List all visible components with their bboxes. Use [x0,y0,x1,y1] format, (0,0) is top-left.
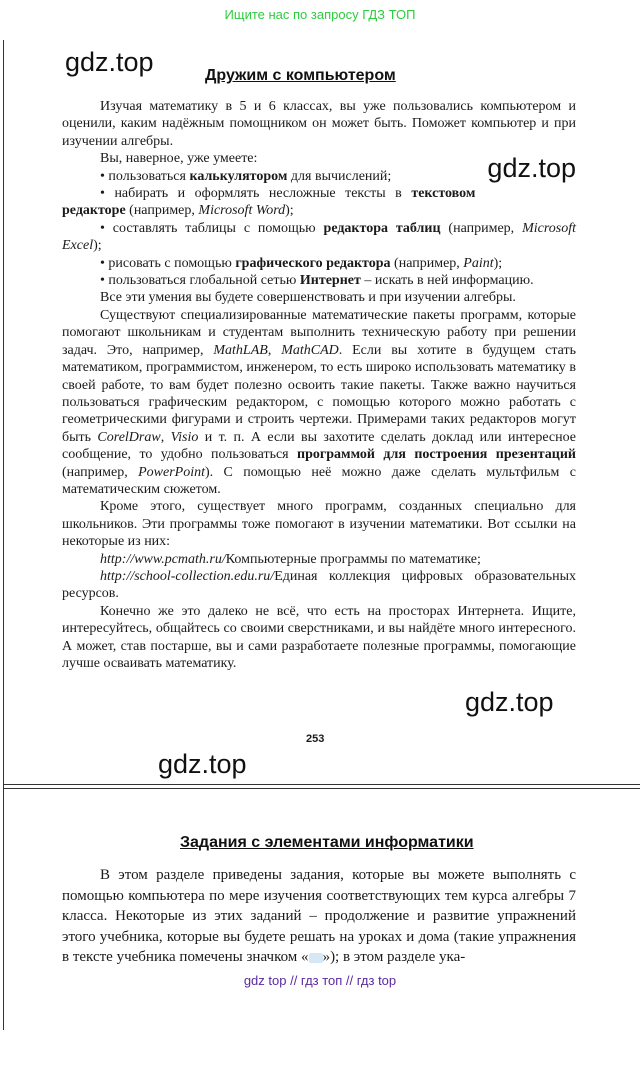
text-segment: ). С помощью неё можно даже сделать мультфильм с математическим сюжетом. [62,464,576,497]
paragraph [62,865,576,968]
text-segment: Все эти умения вы будете совершенствовать и при изучении алгебры. [100,290,516,306]
italic-term: http://www.pcmath.ru/ [100,551,226,567]
text-segment: • рисовать с помощью [100,255,236,271]
text-segment: для вычислений; [287,168,392,184]
italic-term: PowerPoint [138,464,206,480]
paragraph [62,272,576,289]
text-segment: Существуют специализированные математические пакеты программ, которые помогают школьникам и студентам выполнить техническую работу при решении задач. Это, например, [62,307,576,358]
text-segment: • пользоваться глобальной сетью [100,273,300,289]
page-1-footer [0,672,640,784]
text-segment: , [160,429,171,445]
italic-term: MathCAD [281,342,339,358]
footer-links: gdz top // гдз топ // гдз top [243,972,397,988]
text-segment: • набирать и оформлять несложные тексты в [100,186,412,202]
watermark: gdz.top [487,153,576,184]
watermark: gdz.top [158,749,247,780]
text-segment: (например, [440,220,523,236]
text-segment: ); [285,203,294,219]
page-1-text [62,98,576,672]
text-segment: Изучая математику в 5 и 6 классах, вы уже пользовались компьютером и оценили, каким надёжным помощником он может быть. Поможет компьютер и при изучении алгебры. [62,99,576,149]
text-segment: – искать в ней информацию. [360,273,534,289]
paragraph [62,185,576,220]
paragraph [62,98,576,150]
text-segment: и т. п. А если вы захотите сделать доклад или интересное сообщение, то удобно пользоваться [62,429,577,463]
text-segment: Кроме этого, существует много программ, созданных специально для школьников. Эти программы тоже помогают в изучении математики. Вот ссылки на некоторые из них: [62,499,576,550]
paragraph [62,603,576,673]
text-segment: , [267,342,282,358]
italic-term: http://school-collection.edu.ru/ [100,568,275,584]
text-segment: ); [493,255,503,271]
paragraph [62,568,576,603]
italic-term: CorelDraw [97,429,161,445]
paragraph [62,220,576,255]
text-segment: Вы, наверное, уже умеете: [100,151,258,167]
text-segment: (например, [125,203,199,219]
bold-term: редактора таблиц [323,220,441,236]
italic-term: Microsoft Word [198,203,286,219]
page-2-text [62,865,576,968]
paragraph [62,289,576,306]
bold-term: калькулятором [189,168,288,184]
italic-term: Visio [170,429,199,445]
text-segment: В этом разделе приведены задания, которые вы можете выполнять с помощью компьютера по мере изучения соответствующих тем курса алгебры 7 класса. Некоторые из этих заданий – продолжение и развитие упражнений этого учебника, которые вы будете решать на уроках и дома (такие упражнения в тексте учебника помечены значком « [62,867,576,966]
paragraph [62,307,576,498]
italic-term: MathLAB [213,342,268,358]
text-segment: »); в этом разделе ука- [322,949,466,966]
search-banner: Ищите нас по запросу ГДЗ ТОП [224,7,416,22]
computer-icon [309,953,323,963]
paragraph [62,551,576,568]
text-segment: • пользоваться [100,168,190,184]
page-1-header [0,46,640,98]
page-title: Дружим с компьютером [205,67,396,84]
italic-term: Paint [463,255,494,271]
bold-term: текстовом редакторе [62,186,476,219]
page-separator [3,784,640,789]
watermark: gdz.top [465,687,554,718]
text-segment: . Если вы хотите в будущем стать математиком, программистом, инженером, то есть широко использовать математику в своей работе, то вам будет полезно освоить такие пакеты. Также важно научиться пользоваться графическим редактором, с помощью которого можно работать с геометрическими фигурами и строить чертежи. Примерами таких редакторов могут быть [62,342,576,445]
italic-term: Microsoft Excel [62,220,576,254]
paragraph [62,255,576,272]
bold-term: программой для построения презентаций [297,447,577,463]
bold-term: Интернет [299,273,361,289]
section-title: Задания с элементами информатики [180,834,474,852]
bold-term: графического редактора [235,255,391,271]
text-segment: (например, [390,255,464,271]
text-segment: Конечно же это далеко не всё, что есть на просторах Интернета. Ищите, интересуйтесь, общайтесь со своими сверстниками, и вы найдёте много интересного. А может, став постарше, вы и сами разработаете полезные программы, помогающие лучше осваивать математику. [62,603,576,671]
page-number: 253 [306,733,325,746]
text-segment: Компьютерные программы по математике; [225,551,481,567]
watermark: gdz.top [65,47,154,77]
text-segment: (например, [62,464,139,480]
paragraph [62,498,576,550]
text-segment: ); [93,238,102,254]
text-segment: • составлять таблицы с помощью [100,220,324,236]
text-segment: Единая коллекция цифровых образовательных ресурсов. [62,568,576,602]
